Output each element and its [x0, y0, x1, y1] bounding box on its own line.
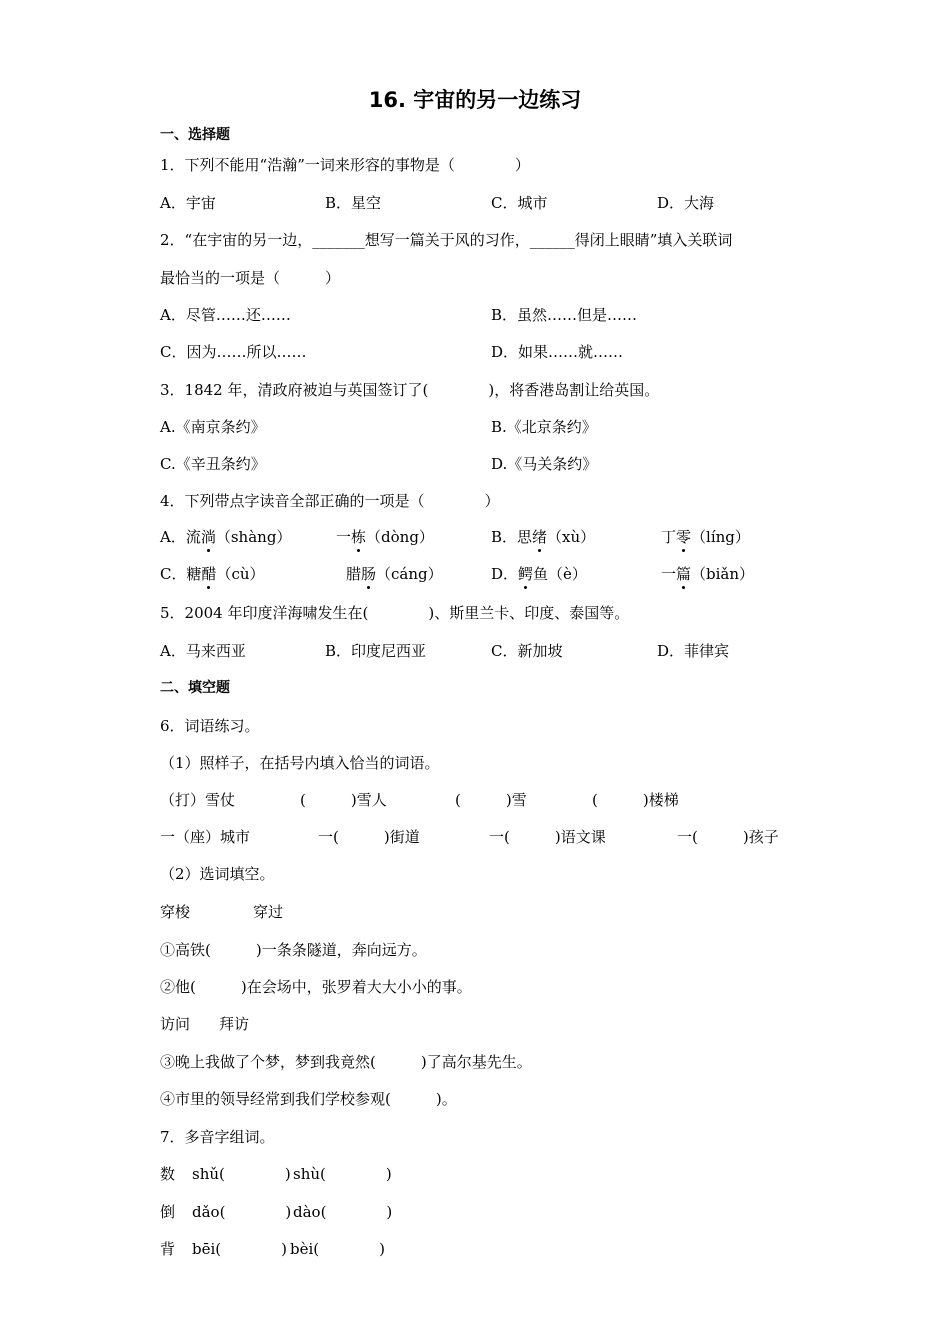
q2-option-a: A．尽管……还…… [160, 306, 291, 324]
q5-option-a: A．马来西亚 [160, 642, 246, 660]
q4-option-d1 [491, 564, 587, 584]
q7-reading-3a: bēi( ) [192, 1240, 287, 1258]
q4-stem: 4．下列带点字读音全部正确的一项是（ ） [160, 492, 500, 510]
section-heading-choice: 一、选择题 [160, 127, 230, 143]
q4-b1-dotted-char: 绪 [532, 528, 548, 546]
q1-option-d: D．大海 [657, 194, 715, 212]
q7-reading-1a: shǔ( ) [192, 1165, 291, 1183]
section-heading-fill: 二、填空题 [160, 680, 230, 696]
q4-b2-dotted-char: 零 [676, 528, 692, 546]
q7-stem: 7．多音字组词。 [160, 1128, 275, 1146]
q1-stem: 1．下列不能用“浩瀚”一词来形容的事物是（ ） [160, 156, 530, 174]
q6-part2-instruction: （2）选词填空。 [160, 865, 275, 883]
q2-stem-line2: 最恰当的一项是（ ） [160, 269, 341, 287]
q4-option-c2 [346, 564, 443, 584]
q7-reading-1b: shù( ) [293, 1165, 392, 1183]
q6-row2-example: 一（座）城市 [160, 828, 251, 846]
q4-c2-pre: 腊 [346, 565, 362, 583]
q5-option-c: C．新加坡 [491, 642, 563, 660]
q2-option-b: B．虽然……但是…… [491, 306, 638, 324]
q7-reading-2a: dǎo( ) [192, 1203, 292, 1221]
q4-b2-pinyin: （líng） [691, 528, 750, 546]
q4-a1-pinyin: （shàng） [215, 528, 292, 546]
q7-reading-3b: bèi( ) [290, 1240, 385, 1258]
q6-row2-blank-2: 一( )街道 [318, 828, 420, 846]
q4-c1-pinyin: （cù） [216, 565, 265, 583]
q3-option-a: A.《南京条约》 [160, 418, 266, 436]
q4-c2-pinyin: （cáng） [376, 565, 443, 583]
q6-row2-blank-3: 一( )语文课 [489, 828, 606, 846]
q6-sentence-2: ②他( )在会场中，张罗着大大小小的事。 [160, 978, 472, 996]
q4-a2-pinyin: （dòng） [366, 528, 434, 546]
q7-char-1: 数 [160, 1165, 176, 1183]
q4-d2-pre: 一 [661, 565, 677, 583]
page-title: 16. 宇宙的另一边练习 [368, 88, 582, 112]
q5-option-b: B．印度尼西亚 [325, 642, 427, 660]
q2-option-d: D．如果……就…… [491, 343, 624, 361]
q3-option-d: D.《马关条约》 [491, 455, 598, 473]
q2-stem-line1: 2．“在宇宙的另一边，_______想写一篇关于风的习作，______得闭上眼睛”填入关联词 [160, 231, 733, 249]
q4-d2-dotted-char: 篇 [676, 565, 692, 583]
q4-d2-pinyin: （biǎn） [691, 565, 755, 583]
q4-b1-pinyin: （xù） [547, 528, 596, 546]
q3-option-b: B.《北京条约》 [491, 418, 597, 436]
q4-option-b1 [491, 527, 595, 547]
q4-c1-pre: C．糖 [160, 565, 202, 583]
q4-b2-pre: 丁 [661, 528, 677, 546]
q6-word-choice-1b: 穿过 [253, 903, 284, 921]
q6-sentence-3: ③晚上我做了个梦，梦到我竟然( )了高尔基先生。 [160, 1053, 532, 1071]
q6-row1-blank-4: ( )楼梯 [592, 791, 679, 809]
q3-stem: 3．1842 年，清政府被迫与英国签订了( )，将香港岛割让给英国。 [160, 381, 660, 399]
q6-row1-blank-2: ( )雪人 [300, 791, 387, 809]
q6-row2-blank-4: 一( )孩子 [677, 828, 779, 846]
q4-a1-pre: A．流 [160, 528, 201, 546]
q7-reading-2b: dào( ) [293, 1203, 393, 1221]
q6-word-choice-1a: 穿梭 [160, 903, 191, 921]
q4-c1-dotted-char: 醋 [201, 565, 217, 583]
q5-option-d: D．菲律宾 [657, 642, 730, 660]
q4-option-b2 [661, 527, 750, 547]
q4-d1-pre: D． [491, 565, 519, 583]
q2-option-c: C．因为……所以…… [160, 343, 307, 361]
q6-part1-instruction: （1）照样子，在括号内填入恰当的词语。 [160, 754, 440, 772]
q4-b1-pre: B．思 [491, 528, 533, 546]
q1-option-b: B．星空 [325, 194, 382, 212]
q6-word-choice-2a: 访问 [160, 1015, 191, 1033]
q6-word-choice-2b: 拜访 [219, 1015, 250, 1033]
q6-sentence-1: ①高铁( )一条条隧道，奔向远方。 [160, 941, 427, 959]
q4-a2-pre: 一 [336, 528, 352, 546]
q1-option-a: A．宇宙 [160, 194, 216, 212]
q4-d1-dotted-char: 鳄 [518, 565, 534, 583]
q6-row1-blank-3: ( )雪 [455, 791, 527, 809]
q4-a2-dotted-char: 栋 [351, 528, 367, 546]
q4-option-c1 [160, 564, 265, 584]
q6-sentence-4: ④市里的领导经常到我们学校参观( )。 [160, 1090, 457, 1108]
q5-stem: 5．2004 年印度洋海啸发生在( )、斯里兰卡、印度、泰国等。 [160, 604, 630, 622]
q6-stem: 6．词语练习。 [160, 717, 260, 735]
q7-char-3: 背 [160, 1240, 176, 1258]
q3-option-c: C.《辛丑条约》 [160, 455, 266, 473]
q7-char-2: 倒 [160, 1203, 176, 1221]
q4-d1-pinyin: 鱼（è） [533, 565, 587, 583]
q1-option-c: C．城市 [491, 194, 548, 212]
q4-c2-dotted-char: 肠 [361, 565, 377, 583]
q4-option-d2 [661, 564, 754, 584]
q4-option-a1 [160, 527, 291, 547]
q4-a1-dotted-char: 淌 [200, 528, 216, 546]
q4-option-a2 [336, 527, 434, 547]
q6-row1-example: （打）雪仗 [160, 791, 236, 809]
